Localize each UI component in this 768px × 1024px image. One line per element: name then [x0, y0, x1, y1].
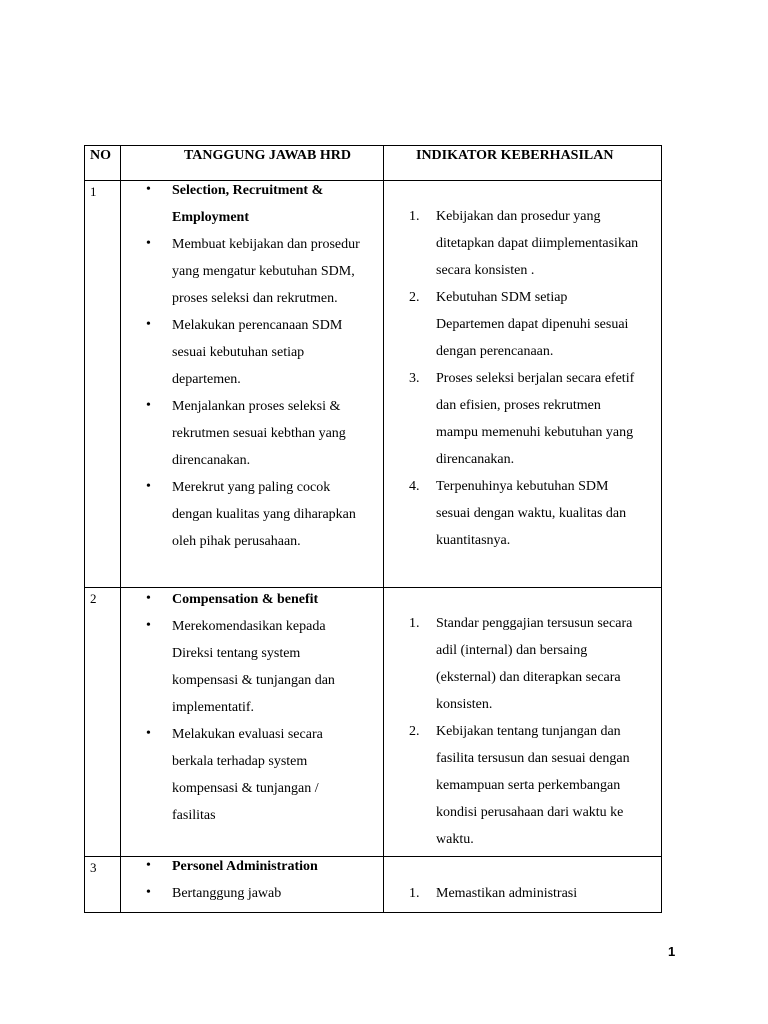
list-number: 1.	[409, 886, 420, 901]
text-line: Selection, Recruitment &	[172, 183, 324, 198]
header-no: NO	[90, 148, 111, 163]
responsibility-item	[172, 880, 378, 907]
text-line: Employment	[172, 210, 249, 225]
header-indikator: INDIKATOR KEBERHASILAN	[416, 148, 614, 163]
row-number: 2	[90, 591, 97, 606]
responsibility-item	[172, 721, 378, 829]
bullet-icon: •	[146, 618, 151, 633]
bullet-icon: •	[146, 726, 151, 741]
table-border-left	[84, 145, 85, 913]
table-border-top	[84, 145, 662, 146]
text-line: Direksi tentang system	[172, 646, 301, 661]
bullet-icon: •	[146, 317, 151, 332]
text-line: Kebijakan dan prosedur yang	[436, 209, 601, 224]
text-line: dan efisien, proses rekrutmen	[436, 398, 601, 413]
text-line: ditetapkan dapat diimplementasikan	[436, 236, 639, 251]
text-line: departemen.	[172, 372, 241, 387]
section-title	[172, 177, 378, 231]
text-line: Melakukan evaluasi secara	[172, 727, 323, 742]
responsibility-item	[172, 474, 378, 555]
list-number: 1.	[409, 616, 420, 631]
indicator-item	[436, 203, 658, 284]
text-line: waktu.	[436, 832, 474, 847]
text-line: dengan kualitas yang diharapkan	[172, 507, 356, 522]
responsibility-item	[172, 393, 378, 474]
text-line: Menjalankan proses seleksi &	[172, 399, 341, 414]
responsibility-item	[172, 613, 378, 721]
text-line: fasilitas	[172, 808, 216, 823]
header-tanggung-jawab: TANGGUNG JAWAB HRD	[184, 148, 351, 163]
indicator-item	[436, 718, 658, 853]
row-number: 3	[90, 860, 97, 875]
text-line: yang mengatur kebutuhan SDM,	[172, 264, 355, 279]
table-column-divider	[383, 145, 384, 913]
bullet-icon: •	[146, 885, 151, 900]
text-line: Proses seleksi berjalan secara efetif	[436, 371, 635, 386]
bullet-icon: •	[146, 479, 151, 494]
text-line: sesuai dengan waktu, kualitas dan	[436, 506, 627, 521]
text-line: oleh pihak perusahaan.	[172, 534, 301, 549]
text-line: kemampuan serta perkembangan	[436, 778, 621, 793]
text-line: Bertanggung jawab	[172, 886, 282, 901]
indicator-item	[436, 365, 658, 473]
responsibility-item	[172, 231, 378, 312]
list-number: 3.	[409, 371, 420, 386]
text-line: berkala terhadap system	[172, 754, 308, 769]
text-line: Personel Administration	[172, 859, 318, 874]
text-line: Merekomendasikan kepada	[172, 619, 326, 634]
text-line: direncanakan.	[172, 453, 251, 468]
indicator-item	[436, 880, 658, 907]
text-line: Standar penggajian tersusun secara	[436, 616, 633, 631]
indicator-item	[436, 610, 658, 718]
text-line: konsisten.	[436, 697, 493, 712]
text-line: Kebijakan tentang tunjangan dan	[436, 724, 621, 739]
bullet-icon: •	[146, 182, 151, 197]
text-line: Compensation & benefit	[172, 592, 319, 607]
list-number: 4.	[409, 479, 420, 494]
text-line: (eksternal) dan diterapkan secara	[436, 670, 621, 685]
table-border-bottom	[84, 912, 662, 913]
text-line: mampu memenuhi kebutuhan yang	[436, 425, 634, 440]
text-line: secara konsisten .	[436, 263, 535, 278]
table-border-right	[661, 145, 662, 913]
bullet-icon: •	[146, 236, 151, 251]
list-number: 2.	[409, 724, 420, 739]
section-title	[172, 586, 378, 613]
text-line: kondisi perusahaan dari waktu ke	[436, 805, 624, 820]
text-line: Kebutuhan SDM setiap	[436, 290, 568, 305]
text-line: kompensasi & tunjangan /	[172, 781, 319, 796]
text-line: Melakukan perencanaan SDM	[172, 318, 343, 333]
text-line: implementatif.	[172, 700, 255, 715]
text-line: direncanakan.	[436, 452, 515, 467]
text-line: Memastikan administrasi	[436, 886, 578, 901]
bullet-icon: •	[146, 591, 151, 606]
table-column-divider	[120, 145, 121, 913]
text-line: dengan perencanaan.	[436, 344, 554, 359]
bullet-icon: •	[146, 398, 151, 413]
list-number: 2.	[409, 290, 420, 305]
bullet-icon: •	[146, 858, 151, 873]
text-line: kuantitasnya.	[436, 533, 511, 548]
text-line: rekrutmen sesuai kebthan yang	[172, 426, 346, 441]
indicator-item	[436, 473, 658, 554]
page-number: 1	[668, 944, 676, 959]
section-title	[172, 853, 378, 880]
text-line: Terpenuhinya kebutuhan SDM	[436, 479, 609, 494]
text-line: adil (internal) dan bersaing	[436, 643, 588, 658]
indicator-item	[436, 284, 658, 365]
text-line: sesuai kebutuhan setiap	[172, 345, 305, 360]
text-line: kompensasi & tunjangan dan	[172, 673, 335, 688]
text-line: Membuat kebijakan dan prosedur	[172, 237, 360, 252]
text-line: Merekrut yang paling cocok	[172, 480, 331, 495]
text-line: proses seleksi dan rekrutmen.	[172, 291, 338, 306]
text-line: fasilita tersusun dan sesuai dengan	[436, 751, 630, 766]
text-line: Departemen dapat dipenuhi sesuai	[436, 317, 629, 332]
responsibility-item	[172, 312, 378, 393]
list-number: 1.	[409, 209, 420, 224]
row-number: 1	[90, 184, 97, 199]
